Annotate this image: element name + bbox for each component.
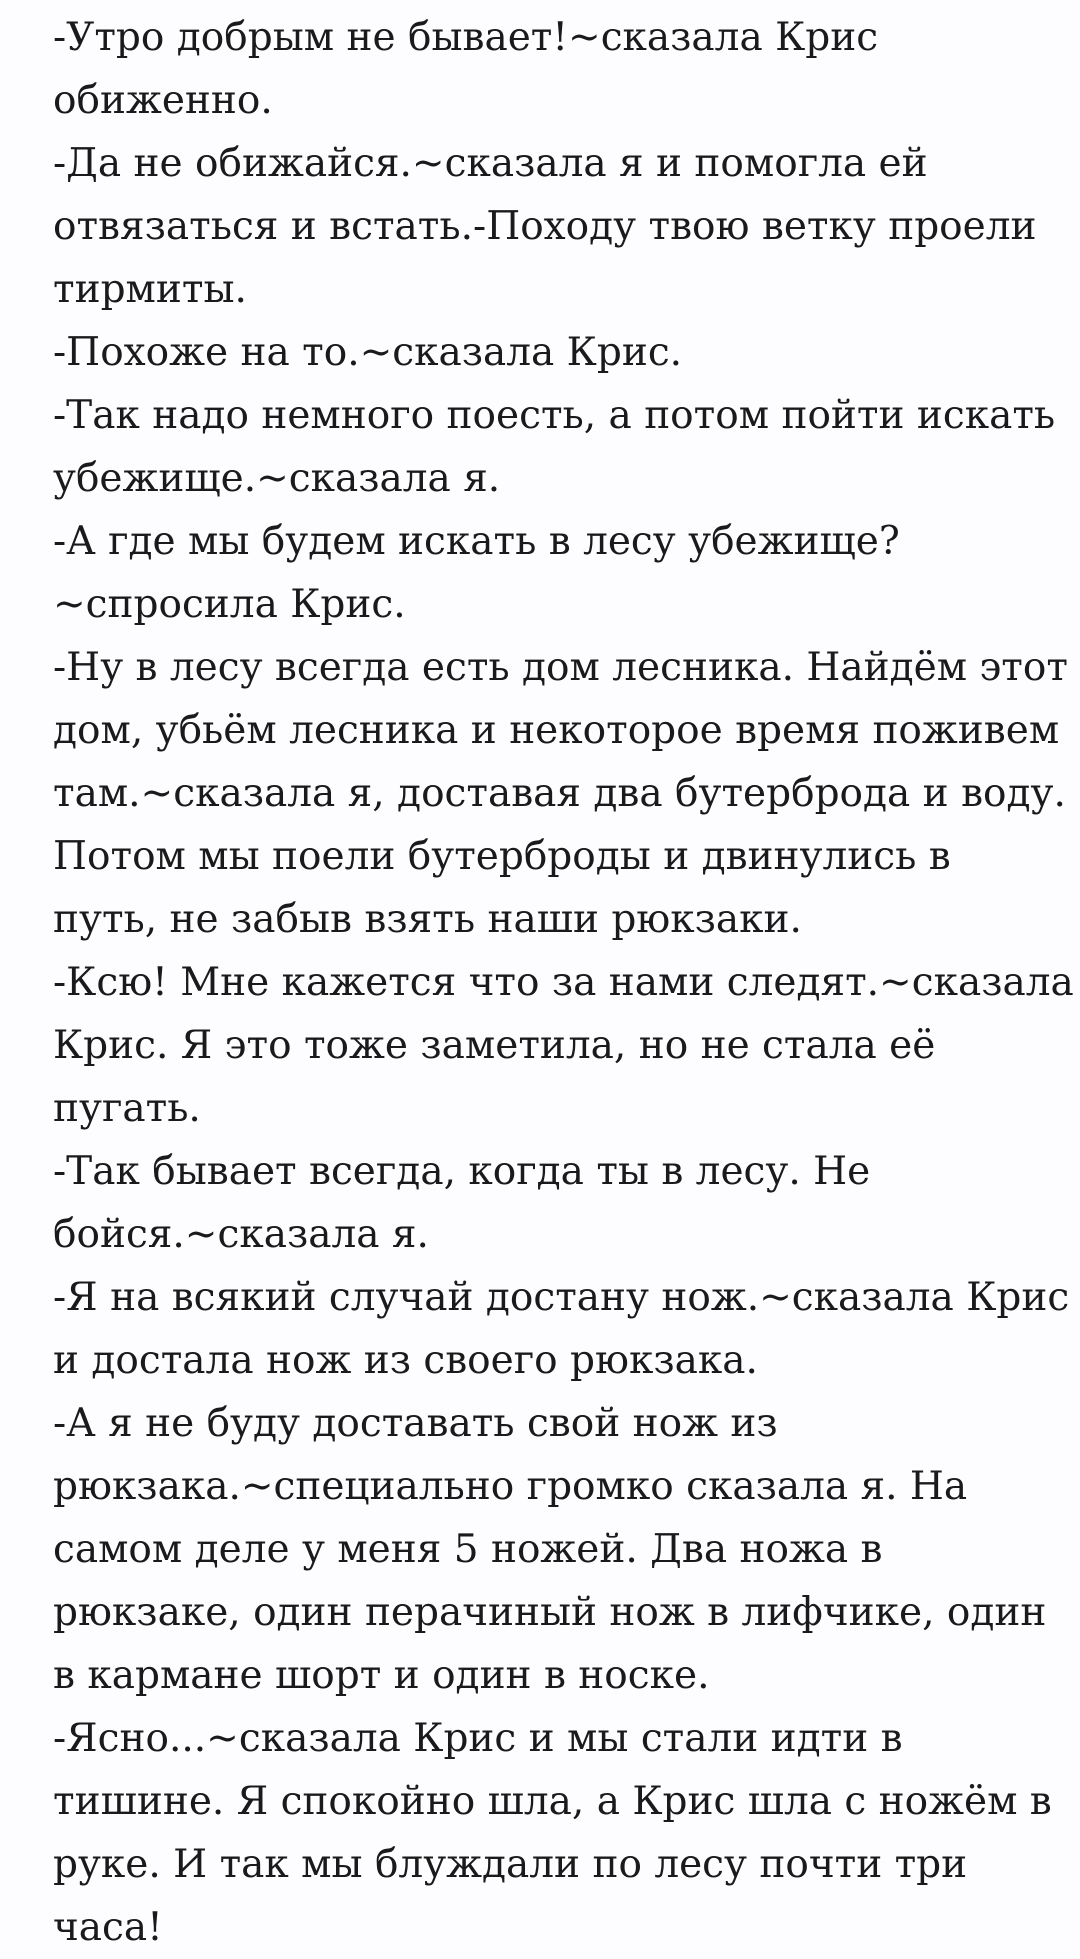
text-line: в кармане шорт и один в носке. xyxy=(53,1653,710,1698)
text-line: рюкзаке, один перачиный нож в лифчике, один xyxy=(53,1590,1047,1635)
text-line: ~спросила Крис. xyxy=(53,582,406,627)
text-line: -Да не обижайся.~сказала я и помогла ей xyxy=(53,141,928,186)
text-line: рюкзака.~специально громко сказала я. На xyxy=(53,1464,968,1509)
text-line: и достала нож из своего рюкзака. xyxy=(53,1338,758,1383)
text-line: -Ясно...~сказала Крис и мы стали идти в xyxy=(53,1716,903,1761)
text-line: отвязаться и встать.-Походу твою ветку проели xyxy=(53,204,1037,249)
text-line: -Так надо немного поесть, а потом пойти искать xyxy=(53,393,1056,438)
text-line: -Так бывает всегда, когда ты в лесу. Не xyxy=(53,1149,871,1194)
text-line: -Я на всякий случай достану нож.~сказала Крис xyxy=(53,1275,1070,1320)
text-line: пугать. xyxy=(53,1086,201,1131)
text-line: -А я не буду доставать свой нож из xyxy=(53,1401,778,1446)
text-line: -Утро добрым не бывает!~сказала Крис xyxy=(53,15,879,60)
text-line: Потом мы поели бутерброды и двинулись в xyxy=(53,834,951,879)
text-line: там.~сказала я, доставая два бутерброда и воду. xyxy=(53,771,1066,816)
text-line: Крис. Я это тоже заметила, но не стала её xyxy=(53,1023,936,1068)
text-line: путь, не забыв взять наши рюкзаки. xyxy=(53,897,802,942)
text-line: тишине. Я спокойно шла, а Крис шла с ножём в xyxy=(53,1779,1052,1824)
text-line: -Ксю! Мне кажется что за нами следят.~сказала xyxy=(53,960,1074,1005)
text-line: тирмиты. xyxy=(53,267,247,312)
text-line: дом, убьём лесника и некоторое время поживем xyxy=(53,708,1060,753)
text-line: -Ну в лесу всегда есть дом лесника. Найдём этот xyxy=(53,645,1068,690)
text-line: -А где мы будем искать в лесу убежище? xyxy=(53,519,900,564)
text-line: часа! xyxy=(53,1905,163,1950)
text-line: самом деле у меня 5 ножей. Два ножа в xyxy=(53,1527,883,1572)
text-line: бойся.~сказала я. xyxy=(53,1212,429,1257)
story-text xyxy=(53,6,1074,1959)
text-line: -Похоже на то.~сказала Крис. xyxy=(53,330,683,375)
text-line: руке. И так мы блуждали по лесу почти три xyxy=(53,1842,968,1887)
text-line: обиженно. xyxy=(53,78,273,123)
text-line: убежище.~сказала я. xyxy=(53,456,501,501)
